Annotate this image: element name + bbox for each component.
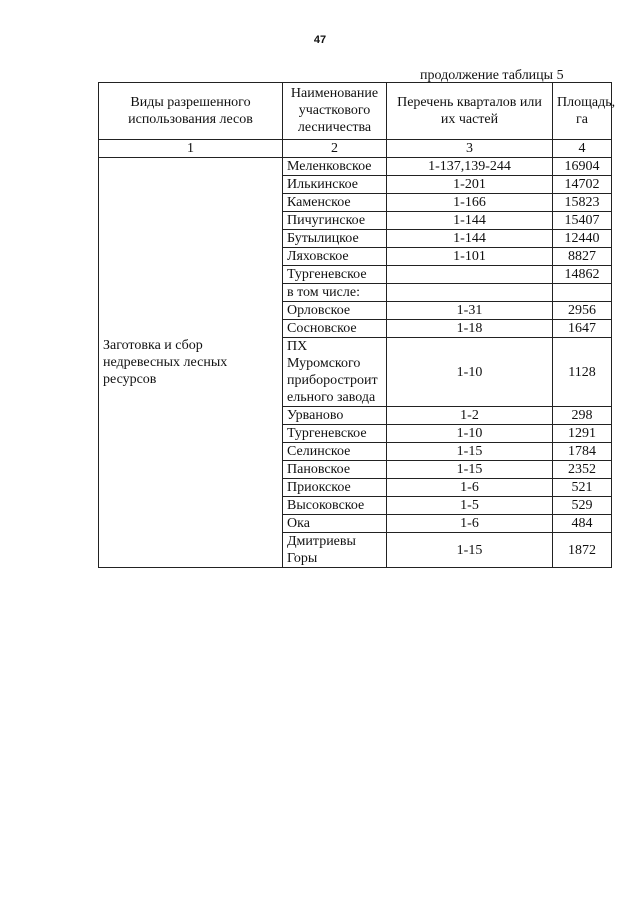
quarters-cell: 1-2 — [387, 407, 553, 425]
forestry-name-cell: Дмитриевы Горы — [283, 533, 387, 568]
area-cell: 1647 — [553, 320, 612, 338]
area-cell: 484 — [553, 515, 612, 533]
column-number-row — [99, 140, 612, 158]
area-cell: 15407 — [553, 212, 612, 230]
quarters-cell: 1-6 — [387, 479, 553, 497]
forestry-name-cell: Пичугинское — [283, 212, 387, 230]
quarters-cell: 1-10 — [387, 425, 553, 443]
header-area: Площадь, га — [553, 83, 612, 140]
quarters-cell: 1-18 — [387, 320, 553, 338]
forestry-name-cell: Пановское — [283, 461, 387, 479]
forestry-name-cell: Урваново — [283, 407, 387, 425]
forest-use-table — [98, 82, 616, 568]
forestry-name-cell: Ляховское — [283, 248, 387, 266]
use-type-cell: Заготовка и сбор недревесных лесных ресурсов — [99, 158, 283, 568]
quarters-cell: 1-6 — [387, 515, 553, 533]
forestry-name-cell: Бутылицкое — [283, 230, 387, 248]
quarters-cell — [387, 266, 553, 284]
forestry-name-cell: Орловское — [283, 302, 387, 320]
quarters-cell: 1-166 — [387, 194, 553, 212]
area-cell: 16904 — [553, 158, 612, 176]
forestry-name-cell: Тургеневское — [283, 425, 387, 443]
forestry-name-cell: Меленковское — [283, 158, 387, 176]
area-cell: 14862 — [553, 266, 612, 284]
quarters-cell: 1-5 — [387, 497, 553, 515]
column-number: 3 — [387, 140, 553, 158]
forestry-name-cell: Илькинское — [283, 176, 387, 194]
area-cell: 12440 — [553, 230, 612, 248]
forestry-name-cell: Сосновское — [283, 320, 387, 338]
table-header-row — [99, 83, 612, 140]
header-use-type: Виды разрешенного использования лесов — [99, 83, 283, 140]
area-cell: 1872 — [553, 533, 612, 568]
quarters-cell: 1-15 — [387, 533, 553, 568]
area-cell: 2352 — [553, 461, 612, 479]
quarters-cell: 1-15 — [387, 461, 553, 479]
forestry-name-cell: в том числе: — [283, 284, 387, 302]
quarters-cell: 1-137,139-244 — [387, 158, 553, 176]
forestry-name-cell: Приокское — [283, 479, 387, 497]
quarters-cell: 1-31 — [387, 302, 553, 320]
area-cell — [553, 284, 612, 302]
forestry-name-cell: Каменское — [283, 194, 387, 212]
header-quarters: Перечень кварталов или их частей — [387, 83, 553, 140]
forestry-name-cell: ПХ Муромского приборостроит ельного завода — [283, 338, 387, 407]
forestry-name-cell: Тургеневское — [283, 266, 387, 284]
area-cell: 1291 — [553, 425, 612, 443]
area-cell: 521 — [553, 479, 612, 497]
quarters-cell — [387, 284, 553, 302]
area-cell: 14702 — [553, 176, 612, 194]
quarters-cell: 1-10 — [387, 338, 553, 407]
quarters-cell: 1-201 — [387, 176, 553, 194]
area-cell: 1128 — [553, 338, 612, 407]
forestry-name-cell: Ока — [283, 515, 387, 533]
area-cell: 15823 — [553, 194, 612, 212]
table-row — [99, 158, 612, 176]
quarters-cell: 1-144 — [387, 230, 553, 248]
forestry-name-cell: Высоковское — [283, 497, 387, 515]
column-number: 4 — [553, 140, 612, 158]
forestry-name-cell: Селинское — [283, 443, 387, 461]
quarters-cell: 1-15 — [387, 443, 553, 461]
area-cell: 529 — [553, 497, 612, 515]
area-cell: 1784 — [553, 443, 612, 461]
quarters-cell: 1-144 — [387, 212, 553, 230]
page-number: 47 — [313, 34, 327, 46]
column-number: 2 — [283, 140, 387, 158]
area-cell: 2956 — [553, 302, 612, 320]
area-cell: 8827 — [553, 248, 612, 266]
column-number: 1 — [99, 140, 283, 158]
header-forestry-name: Наименование участкового лесничества — [283, 83, 387, 140]
table-continuation-label: продолжение таблицы 5 — [420, 68, 564, 83]
quarters-cell: 1-101 — [387, 248, 553, 266]
area-cell: 298 — [553, 407, 612, 425]
